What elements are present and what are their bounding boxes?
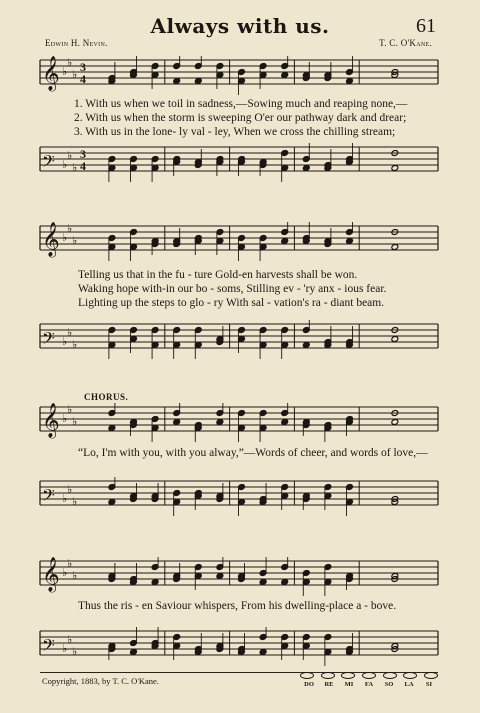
bass-staff-system-4	[0, 627, 480, 667]
svg-text:♭: ♭	[62, 412, 68, 425]
svg-text:𝄢: 𝄢	[42, 328, 55, 352]
svg-text:4: 4	[80, 159, 86, 173]
svg-text:4: 4	[80, 72, 86, 86]
svg-text:♭: ♭	[72, 495, 78, 508]
svg-text:♭: ♭	[72, 415, 78, 428]
svg-text:𝄢: 𝄢	[42, 635, 55, 659]
treble-staff-system-4	[0, 557, 480, 597]
svg-text:♭: ♭	[62, 65, 68, 78]
bass-staff-system-1	[0, 143, 480, 183]
svg-text:3: 3	[80, 147, 86, 161]
svg-text:𝄞: 𝄞	[42, 403, 60, 438]
lyricist-credit: Edwin H. Nevin.	[45, 38, 108, 48]
verse-2-line-2: Waking hope with-in our bo - soms, Stilling ev - 'ry anx - ious fear.	[78, 283, 387, 295]
svg-text:♭: ♭	[67, 403, 73, 416]
bass-staff-system-2	[0, 320, 480, 360]
chorus-line-2: Thus the ris - en Saviour whispers, From his dwelling-place a - bove.	[78, 600, 397, 612]
verse-1-line-1: 1. With us when we toil in sadness,—Sowing much and reaping none,—	[74, 98, 408, 110]
svg-text:3: 3	[80, 60, 86, 74]
composer-credit: T. C. O'Kane.	[379, 38, 432, 48]
chorus-line-1: “Lo, I'm with you, with you alway,”—Words of cheer, and words of love,—	[78, 447, 428, 459]
svg-text:♭: ♭	[62, 492, 68, 505]
verse-2-line-1: 2. With us when the storm is sweeping O'er our pathway dark and drear;	[74, 112, 407, 124]
svg-text:♭: ♭	[72, 234, 78, 247]
svg-text:♭: ♭	[72, 68, 78, 81]
chorus-label: CHORUS.	[84, 392, 129, 402]
treble-staff-system-3	[0, 403, 480, 443]
hymn-title: Always with us.	[150, 14, 330, 38]
verse-1-line-2: Telling us that in the fu - ture Gold-en harvests shall be won.	[78, 269, 358, 281]
svg-text:♭: ♭	[72, 338, 78, 351]
svg-text:♭: ♭	[67, 326, 73, 339]
svg-text:♭: ♭	[72, 569, 78, 582]
svg-text:♭: ♭	[62, 335, 68, 348]
svg-text:♭: ♭	[72, 645, 78, 658]
svg-text:♭: ♭	[62, 231, 68, 244]
svg-text:𝄞: 𝄞	[42, 557, 60, 592]
page-number: 61	[416, 15, 436, 37]
svg-text:♭: ♭	[67, 557, 73, 570]
svg-text:♭: ♭	[67, 633, 73, 646]
solfa-labels: DO RE MI FA SO LA SI	[304, 681, 433, 688]
svg-text:♭: ♭	[72, 161, 78, 174]
svg-text:♭: ♭	[62, 642, 68, 655]
svg-text:♭: ♭	[67, 56, 73, 69]
svg-text:♭: ♭	[62, 566, 68, 579]
copyright-notice: Copyright, 1883, by T. C. O'Kane.	[42, 676, 159, 686]
svg-text:𝄢: 𝄢	[42, 485, 55, 509]
svg-text:♭: ♭	[67, 149, 73, 162]
verse-3-line-2: Lighting up the steps to glo - ry With sal - vation's ra - diant beam.	[78, 297, 385, 309]
svg-text:♭: ♭	[67, 222, 73, 235]
solfa-key	[300, 672, 438, 688]
svg-text:♭: ♭	[62, 158, 68, 171]
svg-text:♭: ♭	[67, 483, 73, 496]
treble-staff-system-2	[0, 222, 480, 262]
bass-staff-system-3	[0, 477, 480, 517]
svg-text:𝄢: 𝄢	[42, 151, 55, 175]
treble-staff-system-1	[0, 56, 480, 96]
solfa-note-shapes	[300, 672, 438, 679]
verse-3-line-1: 3. With us in the lone- ly val - ley, When we cross the chilling stream;	[74, 126, 396, 138]
svg-text:𝄞: 𝄞	[42, 56, 60, 91]
svg-text:𝄞: 𝄞	[42, 222, 60, 257]
